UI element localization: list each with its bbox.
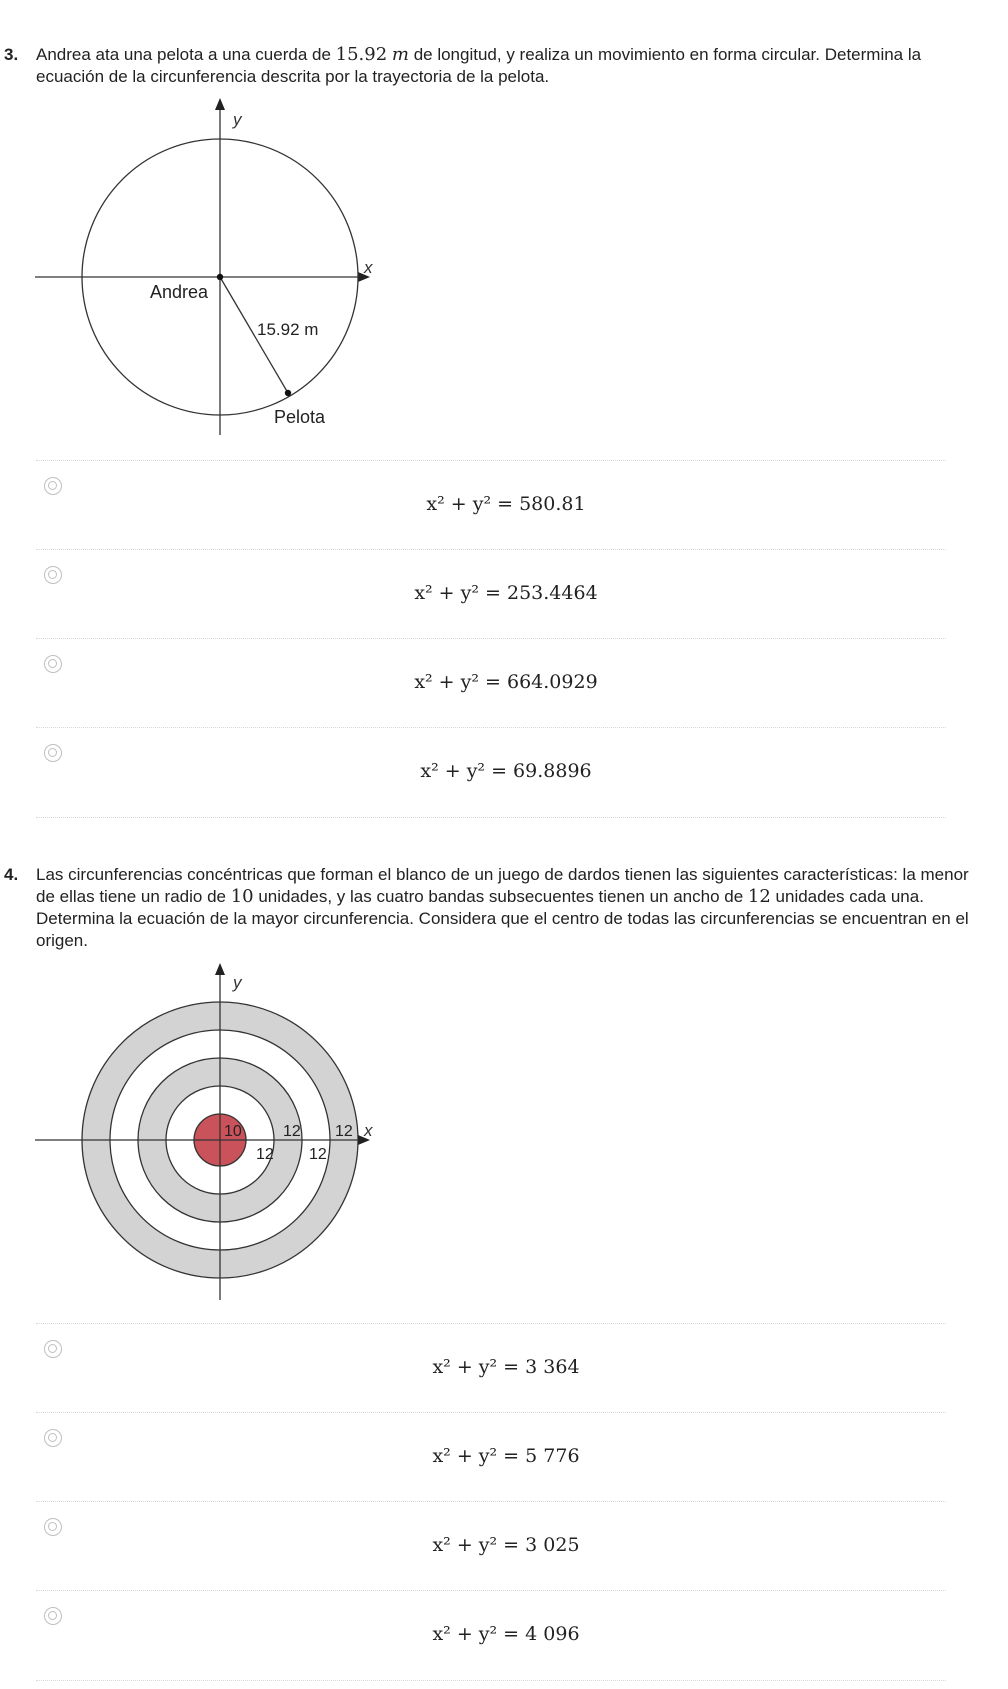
- equation: x² + y² = 3 364: [432, 1356, 580, 1378]
- question-number: 3.: [4, 45, 19, 64]
- label-band-2: 12: [283, 1123, 301, 1140]
- ball-point: [285, 390, 291, 396]
- center-point: [217, 274, 223, 280]
- option-a[interactable]: [36, 460, 946, 550]
- y-axis-label: y: [233, 110, 242, 129]
- option-d[interactable]: [36, 727, 946, 818]
- question-number: 4.: [4, 865, 19, 884]
- option-c[interactable]: [36, 1501, 946, 1591]
- y-axis-label: y: [233, 973, 242, 992]
- equation: x² + y² = 69.8896: [420, 760, 592, 782]
- option-c[interactable]: [36, 638, 946, 728]
- option-b[interactable]: [36, 549, 946, 639]
- x-axis-label: x: [364, 1121, 373, 1140]
- y-axis-arrow-icon: [215, 963, 225, 975]
- equation: x² + y² = 664.0929: [414, 671, 598, 693]
- y-axis-arrow-icon: [215, 98, 225, 110]
- radius-label: 15.92 m: [257, 320, 319, 339]
- question-text: Andrea ata una pelota a una cuerda de 15.92 m de longitud, y realiza un movimiento en forma circular. Determina la ecuación de la circunferencia descrita por la trayectoria de la pelota.: [36, 44, 922, 86]
- dartboard-diagram: [30, 960, 410, 1305]
- label-inner-radius: 10: [224, 1123, 242, 1140]
- circle-diagram: [30, 95, 410, 440]
- equation: x² + y² = 253.4464: [414, 582, 598, 604]
- equation: x² + y² = 5 776: [432, 1445, 580, 1467]
- label-band-4: 12: [335, 1123, 353, 1140]
- equation: x² + y² = 3 025: [432, 1534, 580, 1556]
- label-band-3: 12: [309, 1146, 327, 1163]
- equation: x² + y² = 4 096: [432, 1623, 580, 1645]
- x-axis-label: x: [364, 258, 373, 277]
- pelota-label: Pelota: [274, 407, 326, 427]
- andrea-label: Andrea: [150, 282, 209, 302]
- option-b[interactable]: [36, 1412, 946, 1502]
- question-text: Las circunferencias concéntricas que forman el blanco de un juego de dardos tienen las siguientes características: la menor de ellas tiene un radio de 10 unidades, y las cuatro bandas subsecuentes tienen un ancho de 12 unidades cada una. Determina la ecuación de la mayor circunferencia. Considera que el centro de todas las circunferencias se encuentran en el origen.: [36, 865, 969, 950]
- label-band-1: 12: [256, 1146, 274, 1163]
- equation: x² + y² = 580.81: [426, 493, 586, 515]
- option-d[interactable]: [36, 1590, 946, 1681]
- option-a[interactable]: [36, 1323, 946, 1413]
